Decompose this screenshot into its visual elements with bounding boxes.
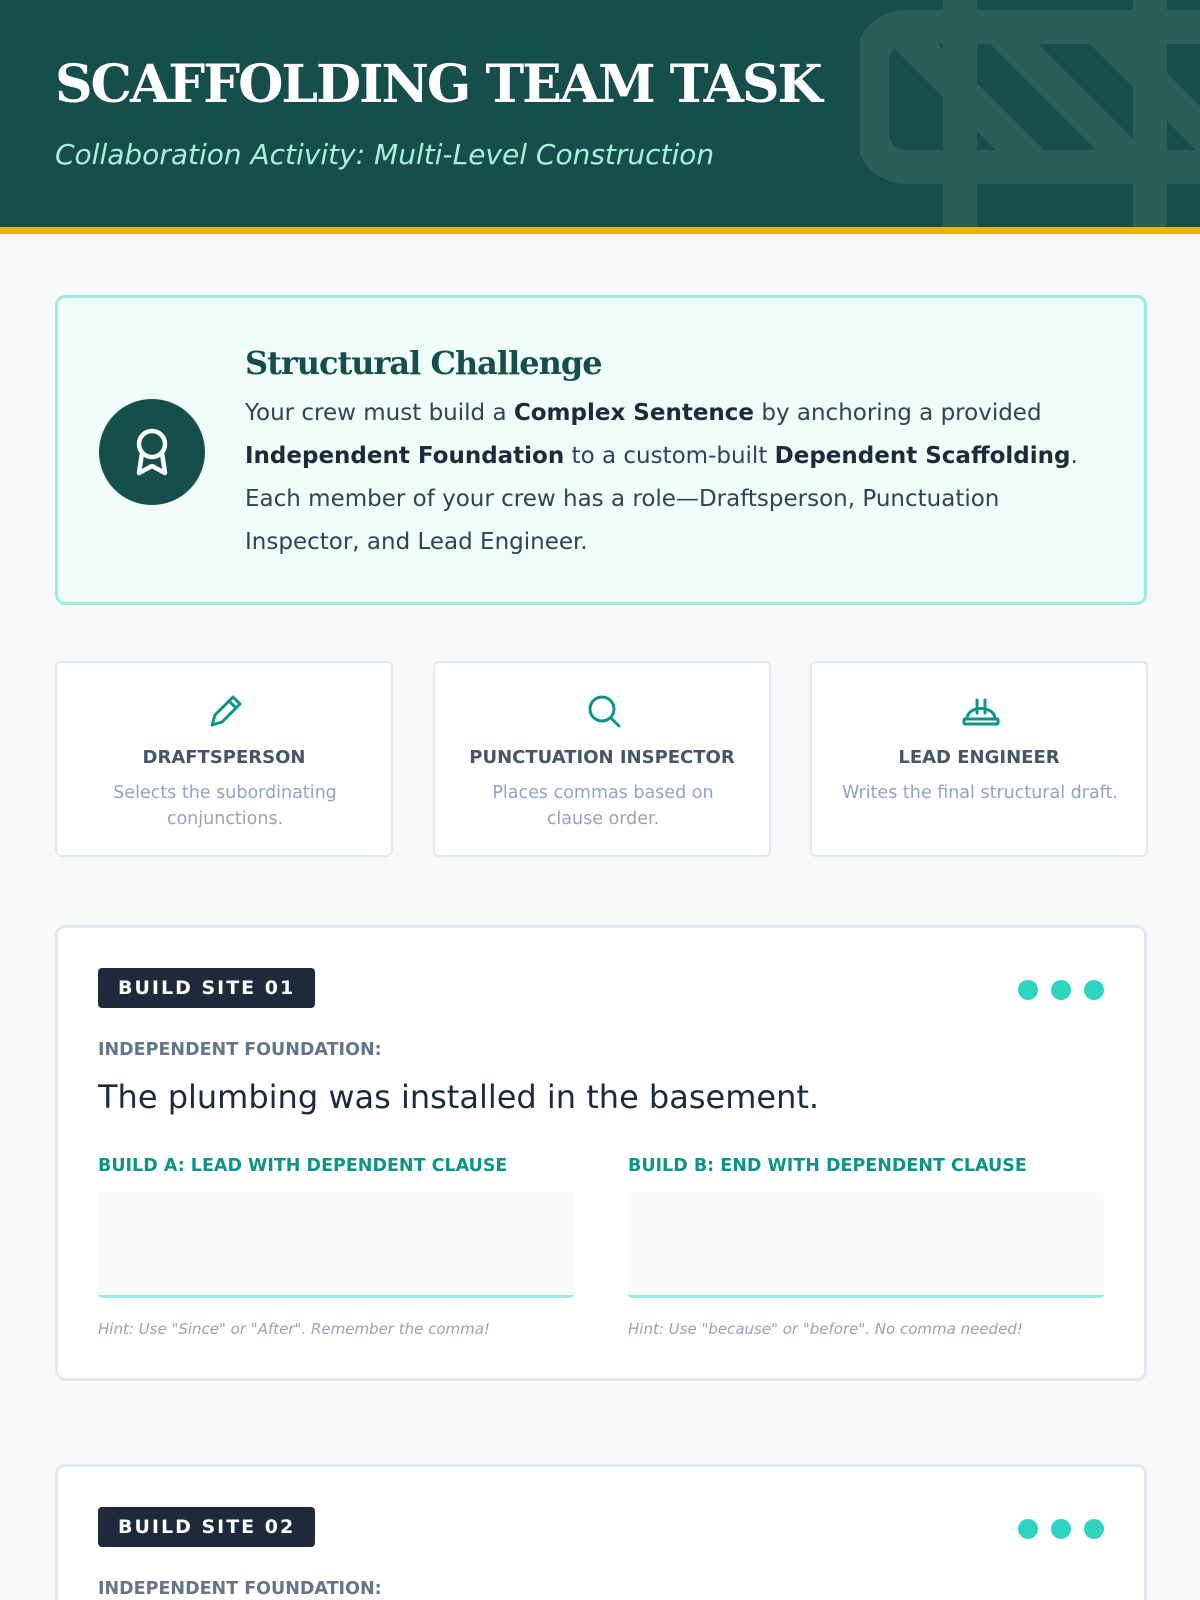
build-a-label: BUILD A: LEAD WITH DEPENDENT CLAUSE: [98, 1156, 508, 1176]
status-dot: [1018, 980, 1038, 1000]
role-name: DRAFTSPERSON: [142, 747, 306, 768]
role-card-punctuation-inspector: [433, 661, 771, 857]
site-badge: BUILD SITE 01: [98, 968, 315, 1008]
foundation-sentence: The plumbing was installed in the basement.: [98, 1078, 820, 1116]
award-ribbon-icon: [99, 399, 205, 505]
build-a-hint: Hint: Use "Since" or "After". Remember the comma!: [98, 1320, 490, 1338]
role-card-lead-engineer: [810, 661, 1148, 857]
build-b-label: BUILD B: END WITH DEPENDENT CLAUSE: [628, 1156, 1027, 1176]
magnifier-icon: [584, 691, 624, 731]
status-dot: [1018, 1519, 1038, 1539]
role-description: Selects the subordinating conjunctions.: [113, 783, 337, 829]
role-description: Writes the final structural draft.: [842, 783, 1118, 803]
hard-hat-icon: [961, 691, 1001, 731]
build-a-input[interactable]: [98, 1192, 574, 1298]
status-dots: [1018, 1519, 1104, 1539]
role-name: LEAD ENGINEER: [898, 747, 1060, 768]
status-dots: [1018, 980, 1104, 1000]
status-dot: [1084, 1519, 1104, 1539]
status-dot: [1051, 1519, 1071, 1539]
role-name: PUNCTUATION INSPECTOR: [469, 747, 735, 768]
page-subtitle: Collaboration Activity: Multi-Level Construction: [55, 138, 715, 171]
challenge-description: Your crew must build a Complex Sentence by anchoring a provided Independent Foundation to a custom-built Dependent Scaffolding. Each member of your crew has a role—Draftsperson, Punctuation Inspector, and Lead Engineer.: [245, 400, 1078, 555]
foundation-label: INDEPENDENT FOUNDATION:: [98, 1579, 382, 1599]
status-dot: [1051, 980, 1071, 1000]
build-b-input[interactable]: [628, 1192, 1104, 1298]
build-site-card: [55, 925, 1147, 1381]
build-b-hint: Hint: Use "because" or "before". No comma needed!: [628, 1320, 1023, 1338]
challenge-card: [55, 295, 1147, 605]
foundation-label: INDEPENDENT FOUNDATION:: [98, 1040, 382, 1060]
role-description: Places commas based on clause order.: [492, 783, 714, 829]
site-badge: BUILD SITE 02: [98, 1507, 315, 1547]
challenge-title: Structural Challenge: [245, 344, 602, 382]
role-card-draftsperson: [55, 661, 393, 857]
page-title: SCAFFOLDING TEAM TASK: [55, 54, 821, 115]
scaffold-pattern-icon: [860, 0, 1200, 234]
build-site-card: [55, 1464, 1147, 1600]
pencil-icon: [206, 691, 246, 731]
status-dot: [1084, 980, 1104, 1000]
page-header: [0, 0, 1200, 234]
